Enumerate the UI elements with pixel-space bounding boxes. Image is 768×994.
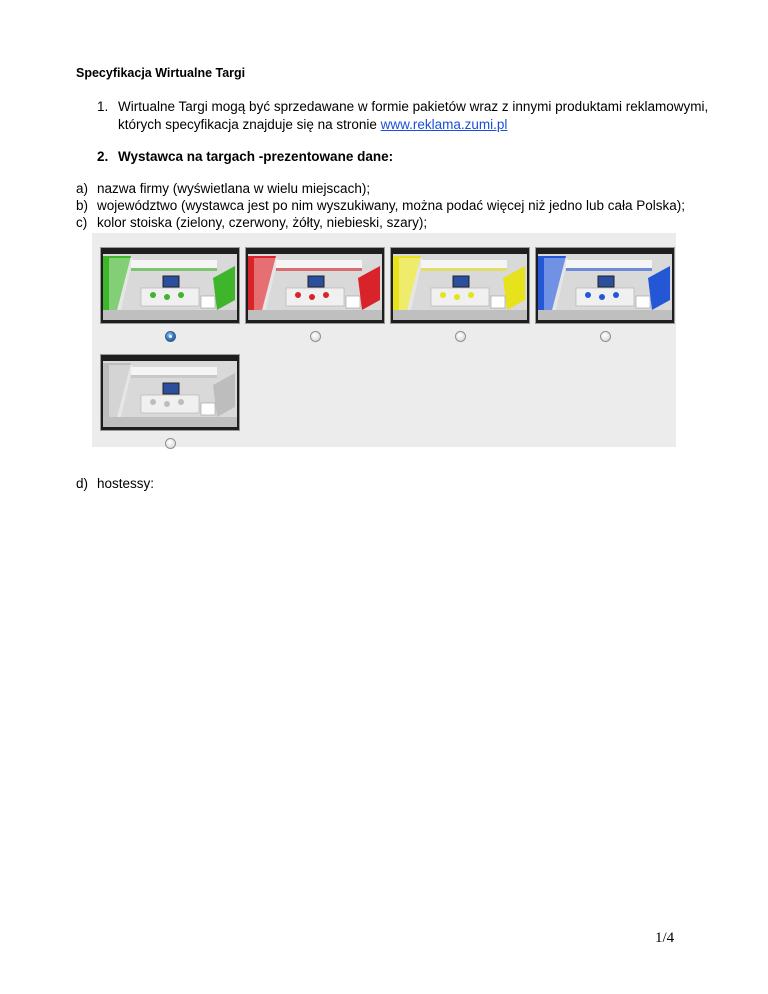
lettered-list	[76, 180, 685, 231]
item-number: 2.	[97, 149, 109, 164]
item-number: 1.	[97, 99, 109, 114]
stand-color-radio-red[interactable]	[310, 331, 321, 342]
stand-color-radio-yellow[interactable]	[455, 331, 466, 342]
stand-color-radio-green[interactable]	[165, 331, 176, 342]
stand-color-radio-gray[interactable]	[165, 438, 176, 449]
stand-thumbnail-red[interactable]	[245, 247, 385, 324]
item-text: Wirtualne Targi mogą być sprzedawane w formie pakietów wraz z innymi produktami reklamowymi, których specyfikacja znajduje się na stronie www.reklama.zumi.pl	[118, 99, 709, 132]
stand-thumbnail-green[interactable]	[100, 247, 240, 324]
item-heading: Wystawca na targach -prezentowane dane:	[118, 149, 394, 164]
reklama-link[interactable]: www.reklama.zumi.pl	[380, 117, 508, 132]
stand-thumbnail-yellow[interactable]	[390, 247, 530, 324]
numbered-item-2	[97, 149, 393, 164]
numbered-item-1	[97, 98, 717, 134]
document-title: Specyfikacja Wirtualne Targi	[76, 66, 246, 80]
stand-color-chooser	[92, 233, 676, 447]
stand-color-radio-blue[interactable]	[600, 331, 611, 342]
list-item: c) kolor stoiska (zielony, czerwony, żółty, niebieski, szary);	[76, 215, 428, 230]
stand-thumbnail-gray[interactable]	[100, 354, 240, 431]
stand-thumbnail-blue[interactable]	[535, 247, 675, 324]
list-item: b) województwo (wystawca jest po nim wyszukiwany, można podać więcej niż jedno lub cała Polska);	[76, 198, 686, 213]
list-item-d: d) hostessy:	[76, 476, 155, 491]
list-item: a) nazwa firmy (wyświetlana w wielu miejscach);	[76, 181, 371, 196]
page-number: 1/4	[655, 930, 675, 946]
